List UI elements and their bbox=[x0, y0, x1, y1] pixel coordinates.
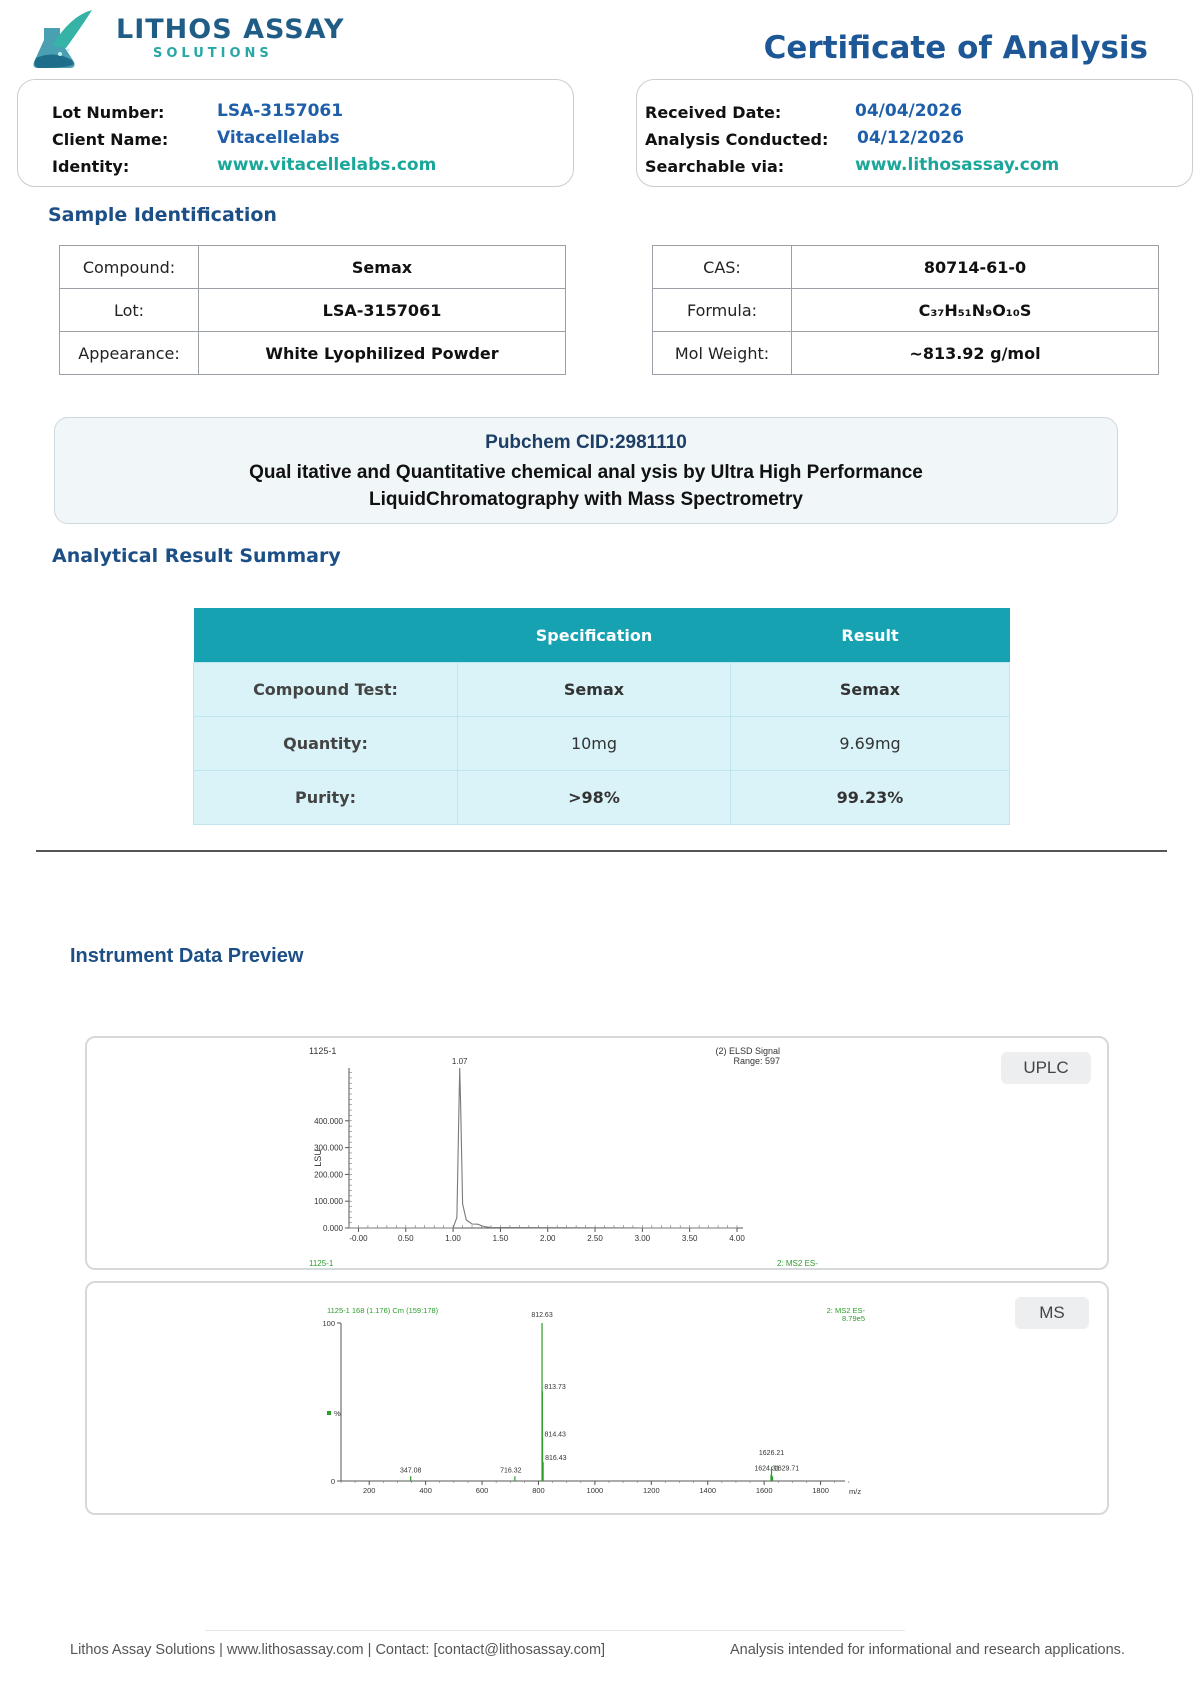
ms-legend-marker bbox=[327, 1411, 331, 1415]
formula-label: Formula: bbox=[653, 289, 792, 332]
appearance-value: White Lyophilized Powder bbox=[199, 332, 566, 375]
table-row bbox=[194, 717, 1010, 771]
sample-identification-title: Sample Identification bbox=[48, 204, 277, 226]
analysis-conducted-label: Analysis Conducted: bbox=[645, 130, 829, 149]
uplc-x-tick-label: -0.00 bbox=[349, 1234, 368, 1243]
searchable-value: www.lithosassay.com bbox=[855, 155, 1060, 175]
result-value: Semax bbox=[731, 663, 1010, 717]
header-result: Result bbox=[731, 608, 1010, 663]
ms-spectrum bbox=[87, 1283, 1107, 1513]
logo-subtitle: SOLUTIONS bbox=[153, 46, 273, 61]
ms-mode-label: 2: MS2 ES- bbox=[826, 1306, 865, 1315]
header-blank bbox=[194, 608, 458, 663]
appearance-label: Appearance: bbox=[60, 332, 199, 375]
document-title: Certificate of Analysis bbox=[763, 30, 1148, 66]
row-label: Quantity: bbox=[194, 717, 458, 771]
ms-peak-label: 347.08 bbox=[399, 1467, 422, 1475]
uplc-chromatogram bbox=[87, 1038, 1107, 1268]
uplc-y-tick-label: 400.000 bbox=[314, 1116, 343, 1126]
ms-x-axis-label: m/z bbox=[849, 1487, 862, 1496]
ms-peak-label: 813.73 bbox=[544, 1383, 566, 1391]
uplc-x-tick-label: 3.50 bbox=[681, 1234, 698, 1243]
cas-value: 80714-61-0 bbox=[792, 246, 1159, 289]
uplc-panel bbox=[85, 1036, 1109, 1270]
lot-value: LSA-3157061 bbox=[199, 289, 566, 332]
table-row bbox=[653, 332, 1159, 375]
uplc-sample-id: 1125-1 bbox=[309, 1046, 337, 1056]
method-line-2: LiquidChromatography with Mass Spectrometry bbox=[369, 489, 803, 510]
uplc-x-tick-label: 2.50 bbox=[587, 1234, 603, 1243]
date-info-box bbox=[636, 79, 1193, 187]
footer-disclaimer: Analysis intended for informational and research applications. bbox=[730, 1642, 1125, 1658]
ms-peak-label: 812.63 bbox=[531, 1312, 553, 1319]
ms-header: 1125-1 168 (1.176) Cm (159:178) bbox=[327, 1306, 439, 1315]
uplc-signal-trace bbox=[349, 1068, 737, 1228]
instrument-title: Instrument Data Preview bbox=[70, 945, 304, 967]
client-name-value: Vitacellelabs bbox=[217, 128, 340, 148]
uplc-x-tick-label: 0.50 bbox=[397, 1234, 414, 1243]
ms-peak-label: 1629.71 bbox=[773, 1465, 800, 1473]
table-row bbox=[653, 246, 1159, 289]
section-divider bbox=[36, 850, 1167, 852]
lot-label: Lot: bbox=[60, 289, 199, 332]
footer-divider bbox=[205, 1630, 905, 1631]
mol-weight-value: ~813.92 g/mol bbox=[792, 332, 1159, 375]
analytical-summary-title: Analytical Result Summary bbox=[52, 545, 341, 567]
table-row bbox=[60, 246, 566, 289]
uplc-x-tick-label: 1.00 bbox=[445, 1234, 461, 1243]
lot-number-label: Lot Number: bbox=[52, 103, 165, 122]
mol-weight-label: Mol Weight: bbox=[653, 332, 792, 375]
ms-peak-label: 814.43 bbox=[544, 1431, 566, 1439]
client-info-box bbox=[17, 79, 574, 187]
ms-panel bbox=[85, 1281, 1109, 1515]
uplc-y-tick-label: 0.000 bbox=[322, 1224, 343, 1233]
cas-label: CAS: bbox=[653, 246, 792, 289]
results-table bbox=[193, 608, 1010, 825]
table-row bbox=[653, 289, 1159, 332]
ms-x-tick-label: 1600 bbox=[755, 1486, 773, 1495]
ms-peak-label: 1626.21 bbox=[758, 1449, 785, 1457]
ms-peak-label: 716.32 bbox=[500, 1467, 522, 1475]
pubchem-box bbox=[54, 417, 1118, 524]
uplc-x-tick-label: 2.00 bbox=[539, 1234, 556, 1243]
footer-contact: Lithos Assay Solutions | www.lithosassay.com | Contact: [contact@lithosassay.com] bbox=[70, 1642, 606, 1658]
uplc-badge: UPLC bbox=[1001, 1052, 1091, 1084]
spec-value: Semax bbox=[458, 663, 731, 717]
uplc-x-tick-label: 3.00 bbox=[634, 1234, 651, 1243]
table-header-row bbox=[194, 608, 1010, 663]
uplc-y-tick-label: 200.000 bbox=[314, 1170, 343, 1180]
searchable-label: Searchable via: bbox=[645, 157, 785, 176]
received-date-label: Received Date: bbox=[645, 103, 782, 122]
result-value: 99.23% bbox=[731, 771, 1010, 825]
logo-title: LITHOS ASSAY bbox=[116, 14, 345, 45]
sample-id-table-left bbox=[59, 245, 566, 375]
row-label: Purity: bbox=[194, 771, 458, 825]
uplc-signal-label: (2) ELSD Signal bbox=[715, 1046, 780, 1056]
uplc-y-tick-label: 300.000 bbox=[314, 1143, 343, 1153]
table-row bbox=[60, 332, 566, 375]
table-row bbox=[194, 771, 1010, 825]
ms-y-axis-label: % bbox=[334, 1409, 341, 1418]
ms-x-tick-label: 1000 bbox=[586, 1486, 604, 1495]
ms-peak-label: 1624.31 bbox=[754, 1465, 780, 1473]
uplc-x-tick-label: 4.00 bbox=[729, 1234, 745, 1243]
table-row bbox=[60, 289, 566, 332]
ms-x-tick-label: 1400 bbox=[699, 1486, 717, 1495]
ms-x-tick-label: 400 bbox=[419, 1486, 432, 1495]
uplc-bottom-left-label: 1125-1 bbox=[309, 1259, 334, 1268]
identity-label: Identity: bbox=[52, 157, 130, 176]
formula-value: C₃₇H₅₁N₉O₁₀S bbox=[792, 289, 1159, 332]
pubchem-cid: Pubchem CID:2981110 bbox=[485, 432, 687, 453]
uplc-peak-label: 1.07 bbox=[451, 1057, 468, 1066]
header-specification: Specification bbox=[458, 608, 731, 663]
identity-value: www.vitacellelabs.com bbox=[217, 155, 437, 175]
ms-intensity-label: 8.79e5 bbox=[842, 1314, 865, 1323]
flask-logo-icon bbox=[30, 6, 120, 70]
uplc-x-tick-label: 1.50 bbox=[492, 1234, 509, 1243]
spec-value: 10mg bbox=[458, 717, 731, 771]
sample-id-table-right bbox=[652, 245, 1159, 375]
ms-badge: MS bbox=[1015, 1297, 1089, 1329]
spec-value: >98% bbox=[458, 771, 731, 825]
ms-y-tick-label: 100 bbox=[322, 1319, 335, 1328]
ms-x-tick-label: 1800 bbox=[812, 1486, 829, 1495]
received-date-value: 04/04/2026 bbox=[855, 101, 963, 121]
compound-value: Semax bbox=[199, 246, 566, 289]
lot-number-value: LSA-3157061 bbox=[217, 101, 344, 121]
client-name-label: Client Name: bbox=[52, 130, 169, 149]
analysis-conducted-value: 04/12/2026 bbox=[857, 128, 965, 148]
method-line-1: Qual itative and Quantitative chemical anal ysis by Ultra High Performance bbox=[249, 462, 923, 483]
uplc-y-axis-label: LSU bbox=[313, 1149, 323, 1167]
compound-label: Compound: bbox=[60, 246, 199, 289]
result-value: 9.69mg bbox=[731, 717, 1010, 771]
uplc-range-label: Range: 597 bbox=[733, 1056, 780, 1066]
uplc-bottom-right-label: 2: MS2 ES- bbox=[777, 1259, 818, 1268]
table-row bbox=[194, 663, 1010, 717]
row-label: Compound Test: bbox=[194, 663, 458, 717]
ms-x-tick-label: 1200 bbox=[642, 1486, 660, 1495]
ms-x-tick-label: 600 bbox=[475, 1486, 489, 1495]
ms-peak-label: 816.43 bbox=[545, 1455, 567, 1463]
ms-y-tick-label: 0 bbox=[330, 1477, 335, 1486]
ms-x-tick-label: 200 bbox=[362, 1486, 376, 1495]
uplc-y-tick-label: 100.000 bbox=[314, 1197, 343, 1207]
ms-x-tick-label: 800 bbox=[532, 1486, 545, 1495]
